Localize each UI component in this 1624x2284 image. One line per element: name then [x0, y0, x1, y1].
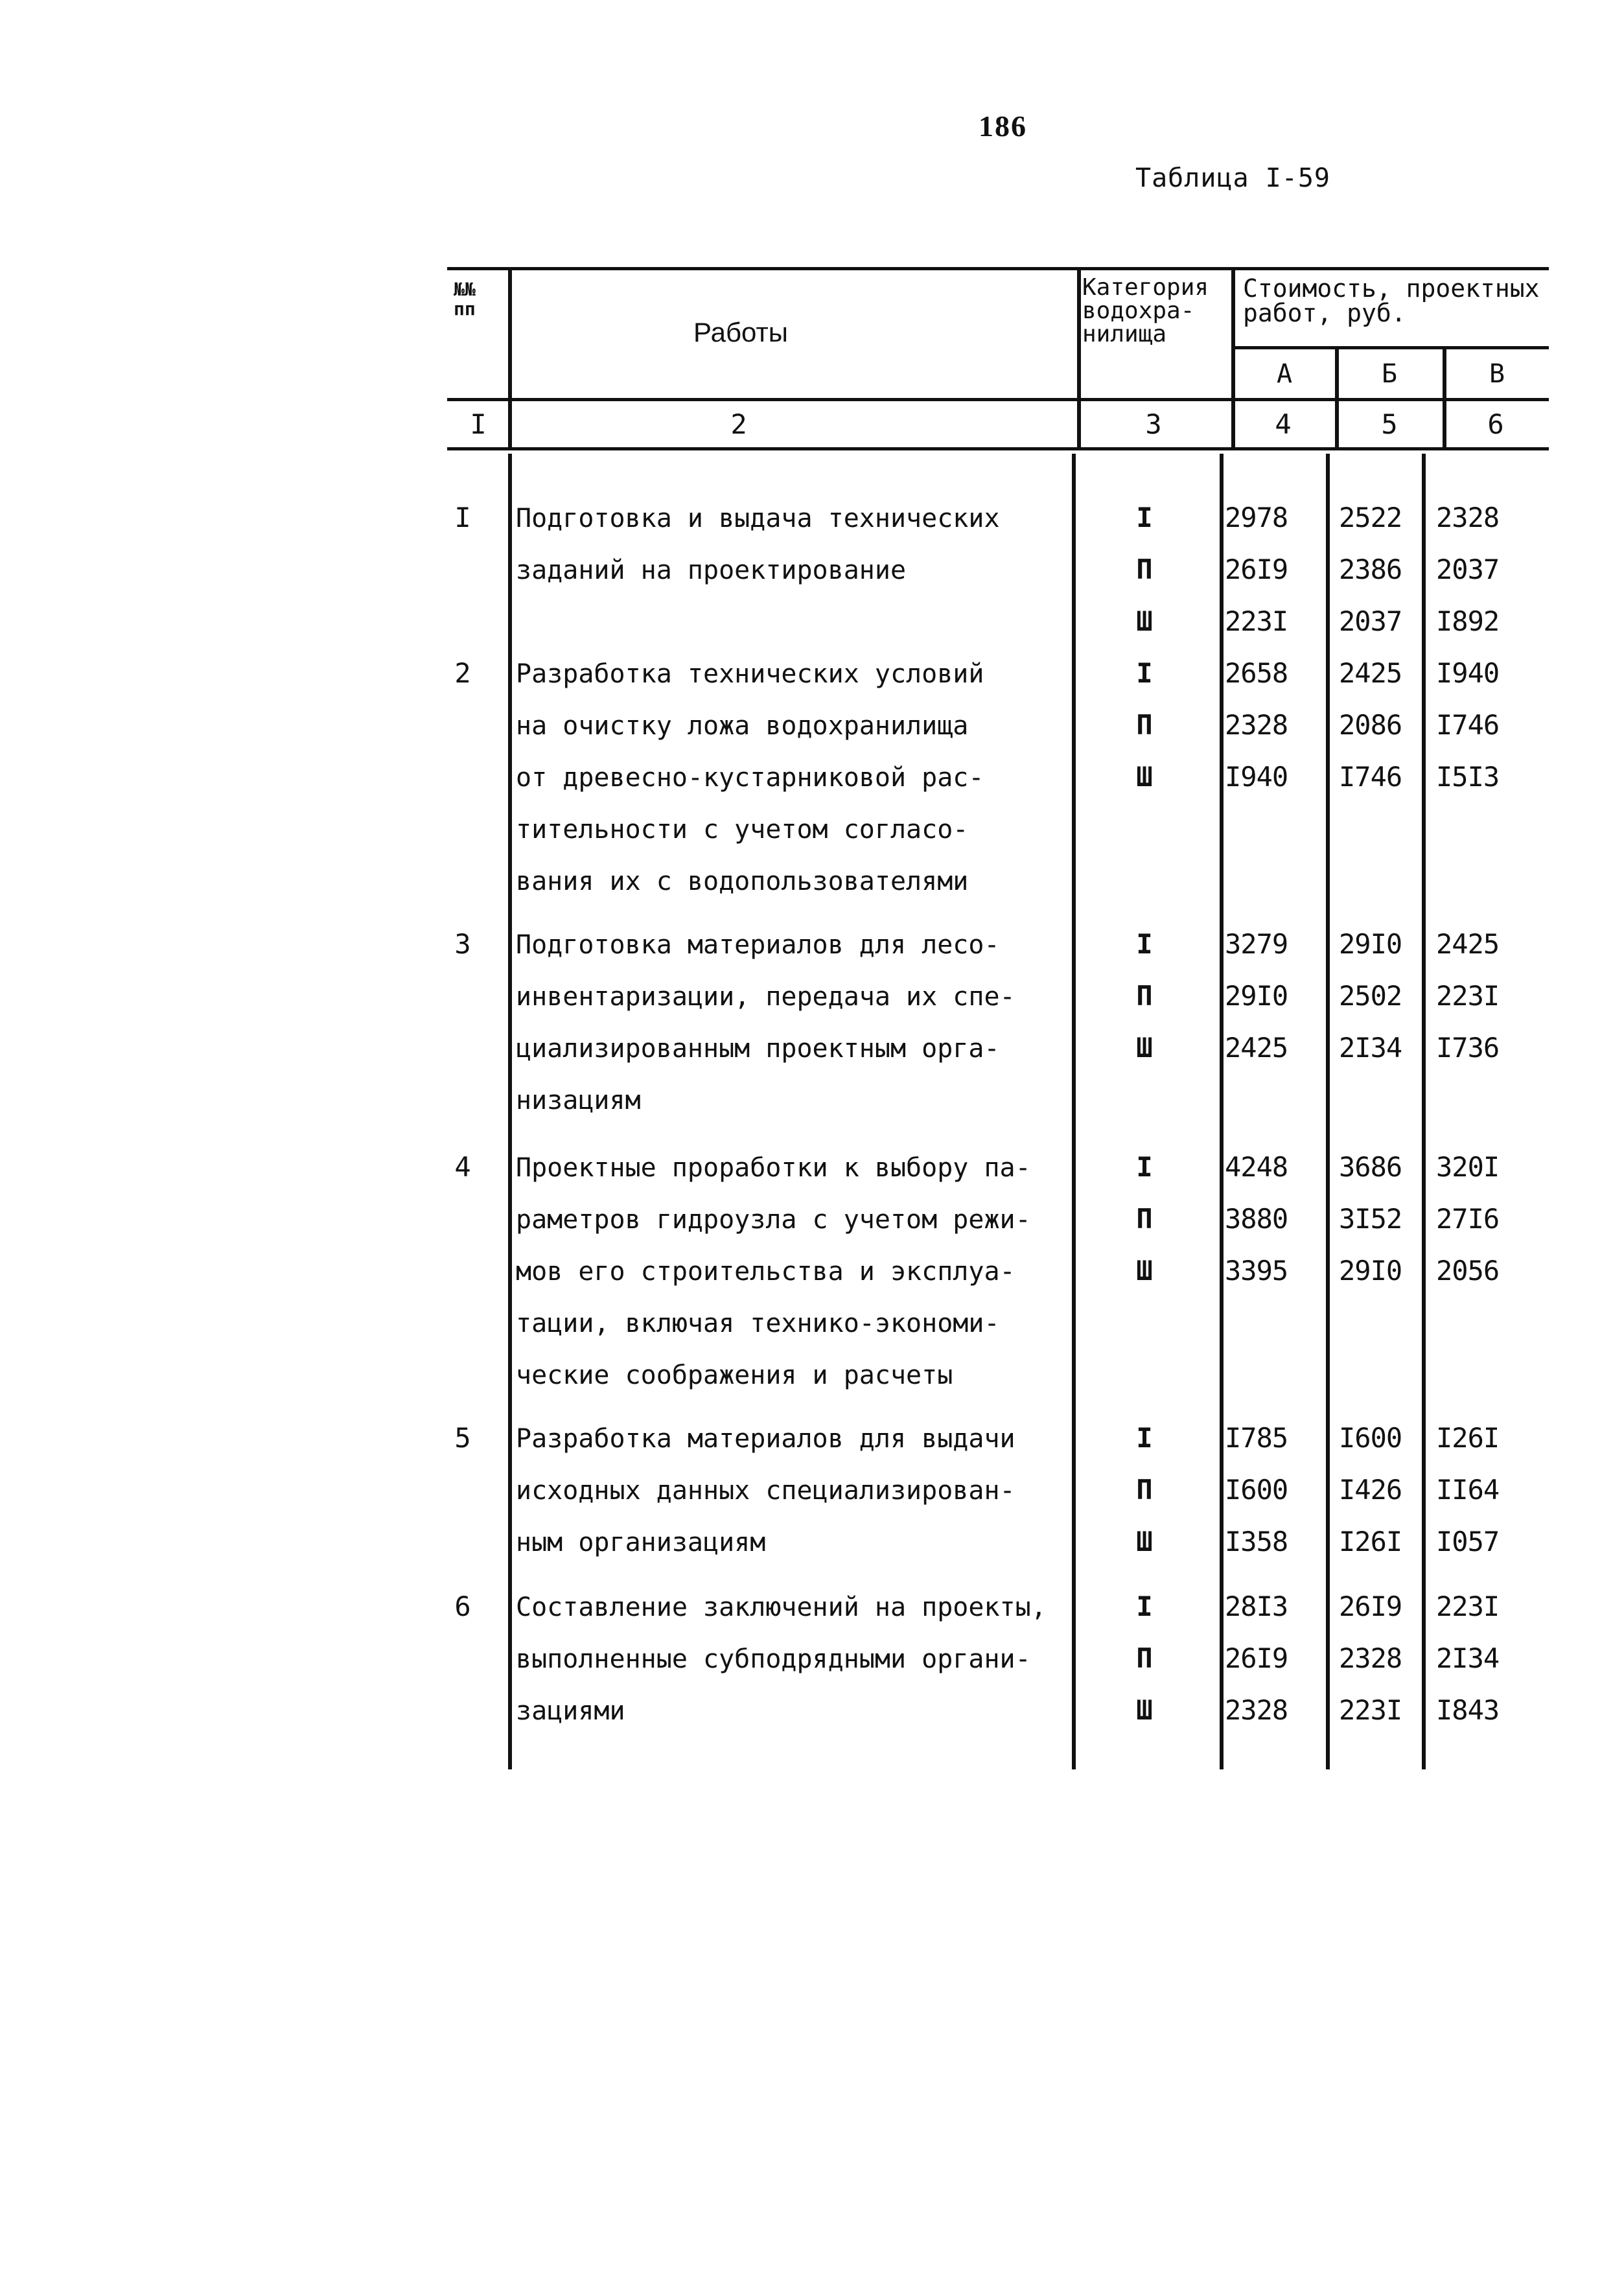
category-cell: I	[1136, 1422, 1153, 1454]
cost-b-cell: 2425	[1339, 657, 1402, 689]
cost-b-cell: 2522	[1339, 502, 1402, 533]
cost-v-cell: 2328	[1436, 502, 1500, 533]
cost-a-cell: I940	[1225, 761, 1288, 793]
description-line: тации, включая технико-экономи-	[516, 1309, 1000, 1338]
cost-v-cell: 27I6	[1436, 1203, 1500, 1235]
col-divider-5	[1443, 346, 1446, 447]
header-num-line2: пп	[454, 298, 476, 320]
row-description	[516, 1142, 1031, 1401]
category-cell: П	[1136, 1203, 1153, 1235]
cost-v-cell: I746	[1436, 709, 1500, 741]
cost-b-cell: 2086	[1339, 709, 1402, 741]
category-cell: I	[1136, 928, 1153, 960]
description-line: Проектные проработки к выбору па-	[516, 1153, 1031, 1183]
col-divider-2	[1077, 267, 1081, 447]
description-line: исходных данных специализирован-	[516, 1476, 1015, 1506]
cost-b-cell: 26I9	[1339, 1591, 1402, 1622]
cost-b-cell: 2386	[1339, 554, 1402, 585]
category-cell: П	[1136, 1474, 1153, 1506]
cost-v-cell: I057	[1436, 1526, 1500, 1557]
cost-a-cell: 2658	[1225, 657, 1288, 689]
body-divider-2	[1072, 454, 1076, 1769]
cost-b-cell: I600	[1339, 1422, 1402, 1454]
body-divider-4	[1326, 454, 1330, 1769]
row-number: 5	[454, 1422, 471, 1454]
description-line: мов его строительства и эксплуа-	[516, 1257, 1015, 1287]
row-description	[516, 1413, 1015, 1568]
cost-header-divider	[1231, 346, 1549, 349]
cost-b-cell: 3I52	[1339, 1203, 1402, 1235]
row-description	[516, 1581, 1047, 1737]
category-cell: I	[1136, 502, 1153, 533]
cost-b-cell: 2037	[1339, 605, 1402, 637]
cost-v-cell: 223I	[1436, 980, 1500, 1012]
cost-a-cell: 2328	[1225, 1694, 1288, 1726]
description-line: зациями	[516, 1696, 625, 1726]
category-cell: Ш	[1136, 1032, 1153, 1064]
cost-b-cell: 2328	[1339, 1642, 1402, 1674]
cost-v-cell: 320I	[1436, 1151, 1500, 1183]
cost-a-cell: I785	[1225, 1422, 1288, 1454]
cost-a-cell: 29I0	[1225, 980, 1288, 1012]
description-line: тительности с учетом согласо-	[516, 815, 969, 845]
cost-v-cell: 223I	[1436, 1591, 1500, 1622]
row-description	[516, 648, 984, 907]
description-line: раметров гидроузла с учетом режи-	[516, 1205, 1031, 1235]
row-number: 3	[454, 928, 471, 960]
cost-v-cell: 2037	[1436, 554, 1500, 585]
header-num-line1: №№	[454, 279, 476, 300]
header-cost: Стоимость, проектных работ, руб.	[1243, 274, 1540, 327]
description-line: от древесно-кустарниковой рас-	[516, 763, 984, 793]
category-cell: П	[1136, 1642, 1153, 1674]
cost-a-cell: I358	[1225, 1526, 1288, 1557]
description-line: низациям	[516, 1086, 641, 1115]
cost-v-cell: I940	[1436, 657, 1500, 689]
header-category: Категория водохра- нилища	[1082, 274, 1209, 347]
description-line: ческие соображения и расчеты	[516, 1360, 953, 1390]
category-cell: Ш	[1136, 1526, 1153, 1557]
colnum-bottom-border	[447, 447, 1549, 450]
category-cell: Ш	[1136, 1694, 1153, 1726]
header-sub-a: А	[1276, 359, 1293, 389]
description-line: заданий на проектирование	[516, 555, 907, 585]
column-number-2: 2	[730, 408, 747, 440]
row-number: 6	[454, 1591, 471, 1622]
cost-b-cell: 2502	[1339, 980, 1402, 1012]
category-cell: П	[1136, 554, 1153, 585]
description-line: вания их с водопользователями	[516, 867, 969, 896]
column-number-4: 4	[1275, 408, 1292, 440]
cost-a-cell: 26I9	[1225, 554, 1288, 585]
cost-v-cell: I892	[1436, 605, 1500, 637]
category-cell: I	[1136, 1151, 1153, 1183]
column-number-6: 6	[1487, 408, 1504, 440]
category-cell: П	[1136, 980, 1153, 1012]
cost-a-cell: 2328	[1225, 709, 1288, 741]
cost-a-cell: 26I9	[1225, 1642, 1288, 1674]
cost-b-cell: 29I0	[1339, 1255, 1402, 1287]
header-bottom-border	[447, 398, 1549, 401]
category-cell: I	[1136, 1591, 1153, 1622]
header-sub-v: В	[1489, 359, 1505, 389]
cost-v-cell: I26I	[1436, 1422, 1500, 1454]
category-cell: Ш	[1136, 1255, 1153, 1287]
column-number-5: 5	[1381, 408, 1398, 440]
body-divider-5	[1422, 454, 1426, 1769]
category-cell: I	[1136, 657, 1153, 689]
column-number-1: I	[470, 408, 487, 440]
cost-v-cell: 2I34	[1436, 1642, 1500, 1674]
cost-a-cell: 223I	[1225, 605, 1288, 637]
description-line: Подготовка материалов для лесо-	[516, 930, 1000, 960]
cost-a-cell: 2425	[1225, 1032, 1288, 1064]
body-divider-3	[1220, 454, 1224, 1769]
cost-a-cell: 3395	[1225, 1255, 1288, 1287]
cost-v-cell: I843	[1436, 1694, 1500, 1726]
cost-a-cell: 3279	[1225, 928, 1288, 960]
description-line: Разработка материалов для выдачи	[516, 1424, 1015, 1454]
cost-a-cell: 4248	[1225, 1151, 1288, 1183]
column-number-3: 3	[1145, 408, 1162, 440]
cost-a-cell: 2978	[1225, 502, 1288, 533]
description-line: на очистку ложа водохранилища	[516, 711, 969, 741]
cost-v-cell: I736	[1436, 1032, 1500, 1064]
description-line: Подготовка и выдача технических	[516, 504, 1000, 533]
table-caption: Таблица I-59	[1135, 163, 1330, 193]
body-divider-1	[508, 454, 512, 1769]
row-description	[516, 919, 1015, 1126]
header-sub-b: Б	[1381, 359, 1398, 389]
cost-v-cell: II64	[1436, 1474, 1500, 1506]
category-cell: Ш	[1136, 605, 1153, 637]
description-line: Разработка технических условий	[516, 659, 984, 689]
description-line: инвентаризации, передача их спе-	[516, 982, 1015, 1012]
description-line: ным организациям	[516, 1528, 766, 1557]
description-line: Составление заключений на проекты,	[516, 1592, 1047, 1622]
cost-b-cell: 3686	[1339, 1151, 1402, 1183]
col-divider-3	[1231, 267, 1235, 447]
cost-v-cell: I5I3	[1436, 761, 1500, 793]
row-number: 4	[454, 1151, 471, 1183]
cost-b-cell: I746	[1339, 761, 1402, 793]
cost-b-cell: 2I34	[1339, 1032, 1402, 1064]
cost-b-cell: I426	[1339, 1474, 1402, 1506]
cost-a-cell: 28I3	[1225, 1591, 1288, 1622]
cost-b-cell: 223I	[1339, 1694, 1402, 1726]
cost-v-cell: 2425	[1436, 928, 1500, 960]
table-top-border	[447, 267, 1549, 270]
row-description	[516, 493, 1000, 596]
row-number: 2	[454, 657, 471, 689]
cost-v-cell: 2056	[1436, 1255, 1500, 1287]
header-work: Работы	[693, 317, 788, 347]
cost-a-cell: 3880	[1225, 1203, 1288, 1235]
category-cell: Ш	[1136, 761, 1153, 793]
description-line: выполненные субподрядными органи-	[516, 1644, 1031, 1674]
col-divider-4	[1335, 346, 1339, 447]
category-cell: П	[1136, 709, 1153, 741]
description-line: циализированным проектным орга-	[516, 1034, 1000, 1064]
cost-b-cell: 29I0	[1339, 928, 1402, 960]
cost-b-cell: I26I	[1339, 1526, 1402, 1557]
header-num	[454, 280, 476, 319]
row-number: I	[454, 502, 471, 533]
cost-a-cell: I600	[1225, 1474, 1288, 1506]
page-number: 186	[979, 110, 1027, 143]
